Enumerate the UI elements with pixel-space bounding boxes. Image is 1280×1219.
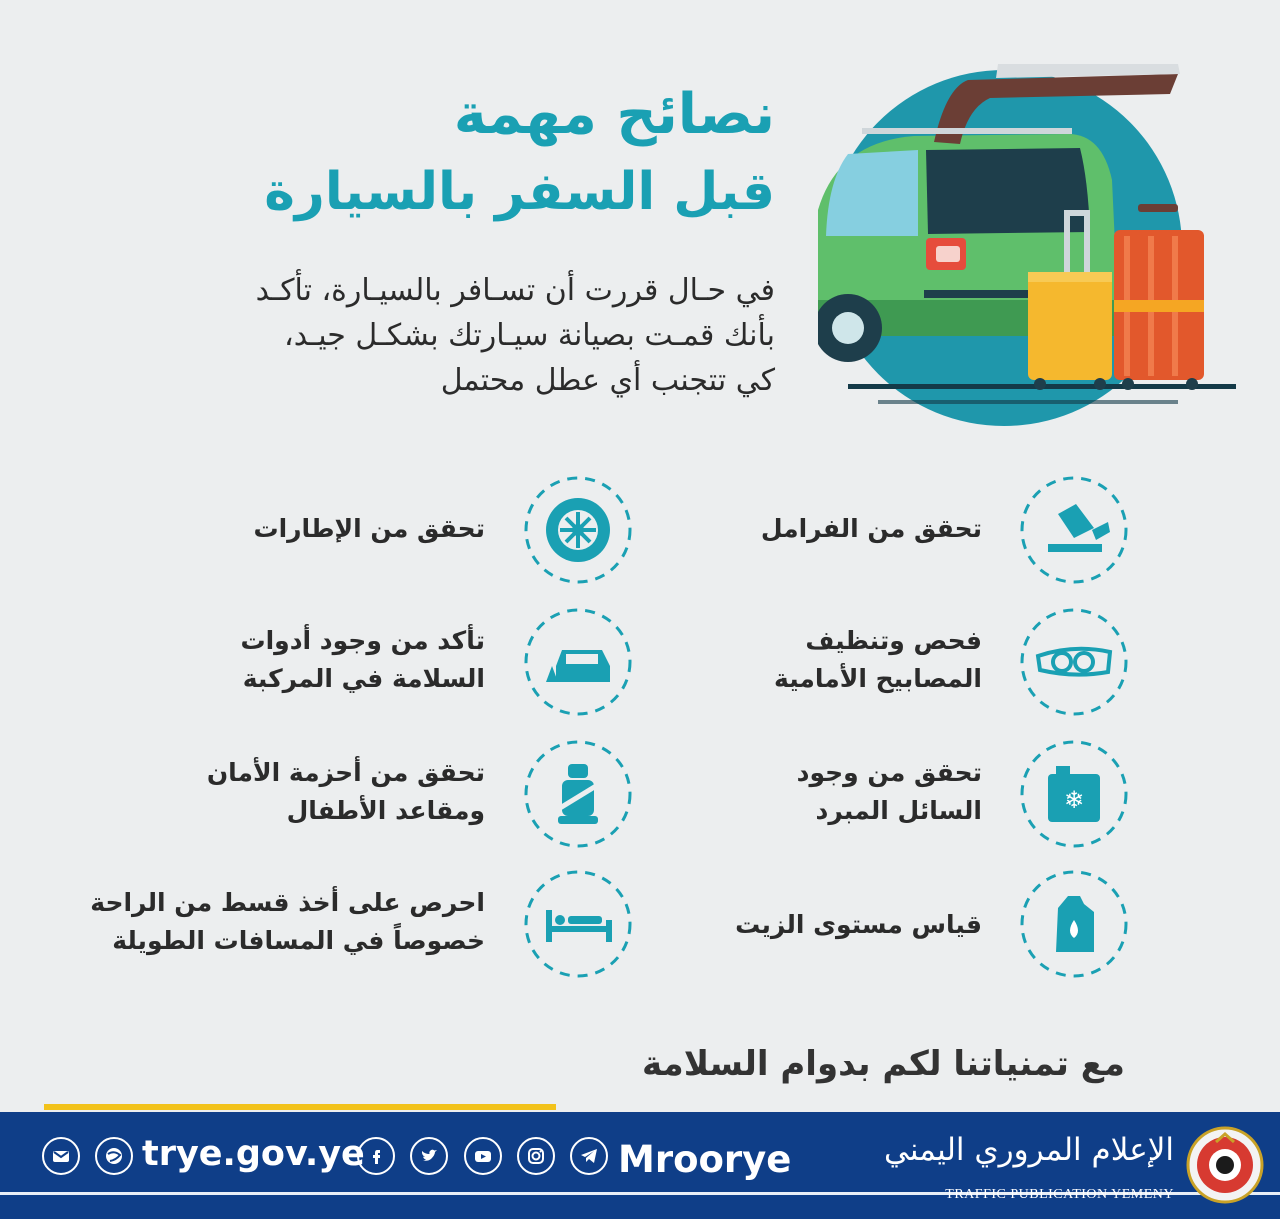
brake-pedal-icon [1018, 474, 1130, 586]
tip-line: تحقق من الإطارات [253, 514, 485, 543]
social-handle[interactable]: Mroorye [618, 1138, 792, 1181]
car-luggage-illustration [818, 60, 1238, 440]
tire-icon [522, 474, 634, 586]
intro-line: في حـال قررت أن تسـافر بالسيـارة، تأكـد [255, 273, 775, 308]
tip-oil-text [735, 906, 982, 944]
tip-rest-text [90, 884, 485, 960]
twitter-icon[interactable] [410, 1137, 448, 1175]
tip-line: خصوصاً في المسافات الطويلة [112, 926, 485, 955]
tip-line: احرص على أخذ قسط من الراحة [90, 888, 485, 917]
tip-line: المصابيح الأمامية [774, 664, 982, 693]
tip-seatbelts-text [207, 754, 485, 830]
tip-line: ومقاعد الأطفال [286, 796, 485, 825]
svg-text:❄: ❄ [1063, 786, 1085, 814]
mail-icon[interactable] [42, 1137, 80, 1175]
globe-icon[interactable] [95, 1137, 133, 1175]
page-title: نصائح مهمة [453, 82, 775, 147]
tip-safety-tools-text [240, 622, 485, 698]
intro-line: كي تتجنب أي عطل محتمل [440, 363, 775, 398]
intro-line: بأنك قمـت بصيانة سيـارتك بشكـل جيـد، [284, 318, 775, 353]
intro-paragraph [235, 268, 775, 403]
car-warning-cone-icon [522, 606, 634, 718]
tip-line: تحقق من أحزمة الأمان [206, 758, 485, 787]
org-name-english: TRAFFIC PUBLICATION YEMENY [945, 1187, 1174, 1202]
instagram-icon[interactable] [517, 1137, 555, 1175]
website-link[interactable]: trye.gov.ye [142, 1134, 365, 1174]
police-emblem-logo [1186, 1126, 1264, 1204]
facebook-icon[interactable] [357, 1137, 395, 1175]
tip-line: تحقق من وجود [796, 758, 982, 787]
seatbelt-seat-icon [522, 738, 634, 850]
divider-bar [44, 1104, 556, 1110]
tip-tires-text [253, 510, 485, 548]
coolant-canister-icon [1018, 738, 1130, 850]
tip-line: تحقق من الفرامل [760, 514, 982, 543]
tip-headlights-text [774, 622, 982, 698]
telegram-icon[interactable] [570, 1137, 608, 1175]
tip-line: قياس مستوى الزيت [735, 910, 982, 939]
tip-line: تأكد من وجود أدوات [240, 626, 485, 655]
tip-coolant-text [797, 754, 982, 830]
tip-brakes-text [761, 510, 982, 548]
tip-line: السائل المبرد [815, 796, 982, 825]
bed-icon [522, 868, 634, 980]
oil-bottle-icon [1018, 868, 1130, 980]
youtube-icon[interactable] [464, 1137, 502, 1175]
headlight-icon [1018, 606, 1130, 718]
page-subtitle: قبل السفر بالسيارة [264, 162, 775, 222]
tip-line: السلامة في المركبة [242, 664, 485, 693]
org-name-arabic: الإعلام المروري اليمني [883, 1132, 1174, 1168]
closing-message: مع تمنياتنا لكم بدوام السلامة [642, 1044, 1125, 1084]
tip-line: فحص وتنظيف [805, 626, 982, 655]
